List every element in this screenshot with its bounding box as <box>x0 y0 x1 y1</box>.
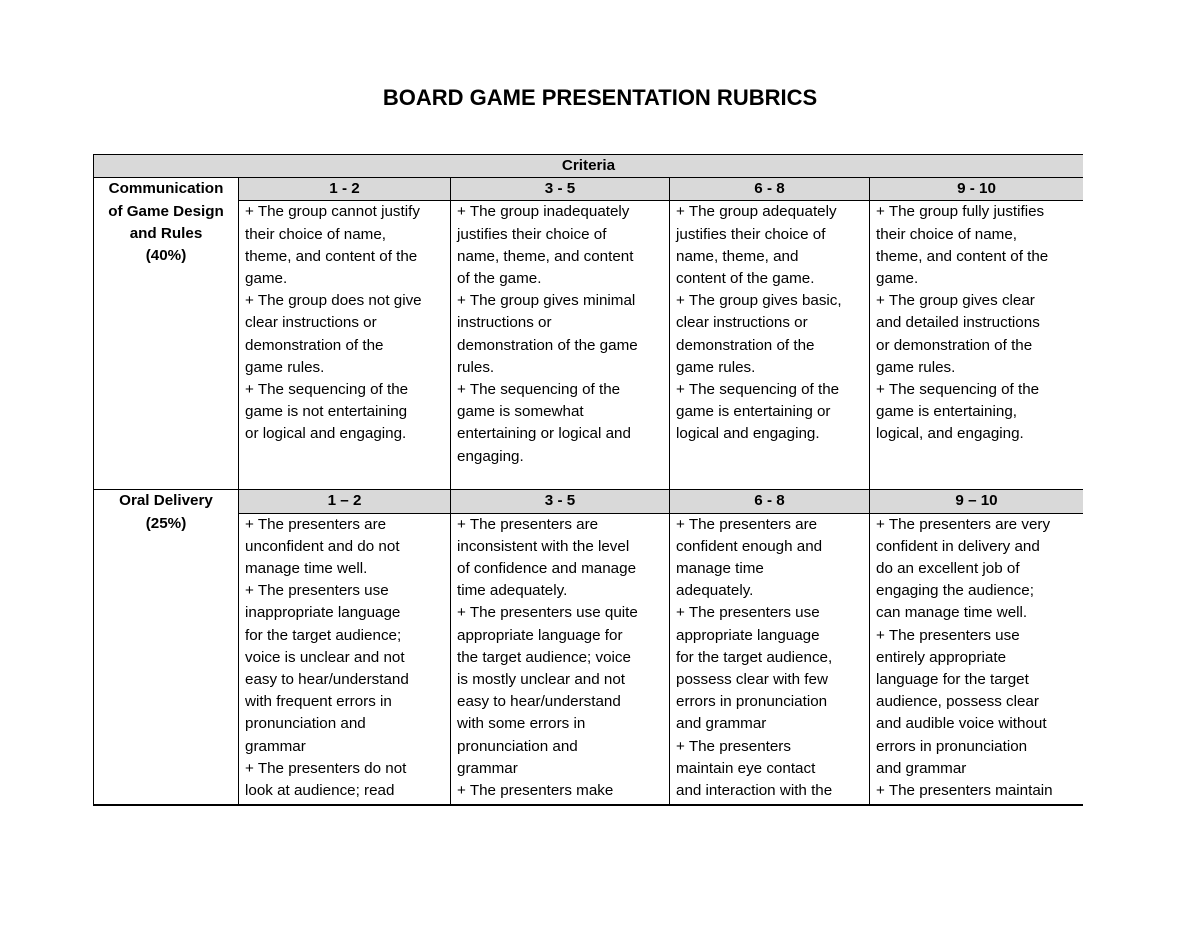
criteria-header-row <box>94 155 1084 178</box>
descriptor-line: game is entertaining or <box>676 403 831 421</box>
descriptor-line: entirely appropriate <box>876 648 1007 666</box>
score-range: 6 - 8 <box>670 178 870 201</box>
descriptor-line: pronunciation and <box>457 737 578 755</box>
descriptor-line: for the target audience, <box>676 648 833 666</box>
descriptor-line: easy to hear/understand <box>245 671 409 689</box>
descriptor-line: justifies their choice of <box>676 225 826 243</box>
descriptor-line: or demonstration of the <box>876 336 1033 354</box>
descriptor-line: + The presenters use <box>245 582 389 600</box>
criterion-line: Communication <box>108 180 224 198</box>
criterion-communication <box>94 178 239 201</box>
descriptor-line: and grammar <box>676 715 767 733</box>
descriptor-line: + The group fully justifies <box>876 203 1045 221</box>
descriptor-line: theme, and content of the <box>245 247 418 265</box>
descriptor-line: look at audience; read <box>245 782 395 800</box>
descriptor-line: confident enough and <box>676 537 823 555</box>
descriptor-line: logical and engaging. <box>676 425 820 443</box>
descriptor-line: content of the game. <box>676 270 815 288</box>
descriptor-cell <box>870 513 1084 806</box>
descriptor-line: + The group inadequately <box>457 203 630 221</box>
score-range-row <box>94 490 1084 513</box>
descriptor-line: voice is unclear and not <box>245 648 405 666</box>
descriptor-cell <box>451 201 670 490</box>
descriptor-line: inconsistent with the level <box>457 537 630 555</box>
descriptor-line: + The group gives minimal <box>457 292 636 310</box>
descriptor-line: errors in pronunciation <box>676 693 828 711</box>
descriptor-cell <box>670 513 870 806</box>
criterion-communication-cont <box>94 201 239 490</box>
descriptor-line: maintain eye contact <box>676 759 816 777</box>
descriptor-line: game rules. <box>676 358 756 376</box>
descriptor-line: inappropriate language <box>245 604 401 622</box>
descriptor-line: is mostly unclear and not <box>457 671 625 689</box>
descriptor-line: + The presenters are <box>457 515 599 533</box>
descriptor-line: time adequately. <box>457 582 568 600</box>
descriptor-line: or logical and engaging. <box>245 425 407 443</box>
descriptor-line: rules. <box>457 358 495 376</box>
descriptor-line: engaging the audience; <box>876 582 1034 600</box>
descriptor-line: and detailed instructions <box>876 314 1040 332</box>
criterion-weight: (40%) <box>145 247 187 265</box>
descriptor-line: name, theme, and <box>676 247 799 265</box>
descriptor-line: + The presenters maintain <box>876 782 1053 800</box>
descriptor-line: game is not entertaining <box>245 403 408 421</box>
descriptor-line: + The presenters make <box>457 782 614 800</box>
descriptor-line: + The presenters use <box>876 626 1020 644</box>
descriptor-line: + The presenters are <box>245 515 387 533</box>
descriptor-line: with frequent errors in <box>245 693 392 711</box>
descriptor-line: can manage time well. <box>876 604 1028 622</box>
criterion-weight: (25%) <box>145 515 187 533</box>
criterion-line: of Game Design <box>108 202 224 220</box>
descriptor-line: + The group cannot justify <box>245 203 420 221</box>
descriptor-line: game is somewhat <box>457 403 584 421</box>
descriptor-line: + The sequencing of the <box>876 381 1040 399</box>
descriptor-line: clear instructions or <box>676 314 808 332</box>
descriptor-line: logical, and engaging. <box>876 425 1024 443</box>
descriptor-line: manage time <box>676 560 764 578</box>
descriptor-line: appropriate language for <box>457 626 623 644</box>
page-title: BOARD GAME PRESENTATION RUBRICS <box>382 85 818 110</box>
descriptor-line: game rules. <box>245 358 325 376</box>
descriptor-line: + The sequencing of the <box>676 381 840 399</box>
descriptor-line: of the game. <box>457 270 542 288</box>
rubric-table <box>93 154 1083 806</box>
descriptor-line: justifies their choice of <box>457 225 607 243</box>
score-range: 1 - 2 <box>239 178 451 201</box>
descriptor-line: + The sequencing of the <box>457 381 621 399</box>
score-range: 3 - 5 <box>451 178 670 201</box>
descriptor-line: grammar <box>457 759 518 777</box>
descriptor-line: demonstration of the <box>245 336 384 354</box>
descriptor-line: and audible voice without <box>876 715 1047 733</box>
descriptor-line: possess clear with few <box>676 671 828 689</box>
descriptor-line: game. <box>245 270 288 288</box>
criteria-header: Criteria <box>94 155 1084 178</box>
score-range: 3 - 5 <box>451 490 670 513</box>
descriptor-row <box>94 201 1084 490</box>
descriptor-line: and grammar <box>876 759 967 777</box>
descriptor-line: errors in pronunciation <box>876 737 1028 755</box>
descriptor-line: name, theme, and content <box>457 247 634 265</box>
descriptor-line: language for the target <box>876 671 1029 689</box>
descriptor-line: game. <box>876 270 919 288</box>
descriptor-line: + The group adequately <box>676 203 837 221</box>
descriptor-cell <box>239 201 451 490</box>
descriptor-line: of confidence and manage <box>457 560 637 578</box>
descriptor-line: adequately. <box>676 582 754 600</box>
descriptor-line: manage time well. <box>245 560 368 578</box>
descriptor-line: pronunciation and <box>245 715 366 733</box>
descriptor-line: engaging. <box>457 447 524 465</box>
descriptor-line: + The presenters do not <box>245 759 407 777</box>
descriptor-line: audience, possess clear <box>876 693 1039 711</box>
descriptor-line: unconfident and do not <box>245 537 400 555</box>
descriptor-line: grammar <box>245 737 306 755</box>
descriptor-line: + The group gives clear <box>876 292 1035 310</box>
score-range-row <box>94 178 1084 201</box>
descriptor-line: + The group gives basic, <box>676 292 842 310</box>
descriptor-row <box>94 513 1084 806</box>
descriptor-line: their choice of name, <box>245 225 386 243</box>
descriptor-line: game is entertaining, <box>876 403 1017 421</box>
descriptor-line: game rules. <box>876 358 956 376</box>
descriptor-line: the target audience; voice <box>457 648 631 666</box>
descriptor-line: demonstration of the game <box>457 336 638 354</box>
criterion-oral-delivery-cont <box>94 513 239 806</box>
descriptor-line: for the target audience; <box>245 626 402 644</box>
descriptor-line: + The presenters <box>676 737 791 755</box>
descriptor-line: their choice of name, <box>876 225 1017 243</box>
score-range: 1 – 2 <box>239 490 451 513</box>
criterion-line: Oral Delivery <box>119 492 213 510</box>
descriptor-line: + The sequencing of the <box>245 381 409 399</box>
descriptor-line: confident in delivery and <box>876 537 1040 555</box>
score-range: 9 – 10 <box>870 490 1084 513</box>
descriptor-line: with some errors in <box>457 715 586 733</box>
descriptor-line: instructions or <box>457 314 552 332</box>
descriptor-line: and interaction with the <box>676 782 833 800</box>
descriptor-line: + The presenters are <box>676 515 818 533</box>
descriptor-line: clear instructions or <box>245 314 377 332</box>
criterion-oral-delivery <box>94 490 239 513</box>
descriptor-cell <box>670 201 870 490</box>
criterion-line: and Rules <box>129 225 203 243</box>
descriptor-line: theme, and content of the <box>876 247 1049 265</box>
descriptor-line: + The presenters are very <box>876 515 1051 533</box>
descriptor-line: + The group does not give <box>245 292 422 310</box>
descriptor-cell <box>451 513 670 806</box>
score-range: 9 - 10 <box>870 178 1084 201</box>
descriptor-line: appropriate language <box>676 626 820 644</box>
descriptor-line: easy to hear/understand <box>457 693 621 711</box>
descriptor-line: do an excellent job of <box>876 560 1020 578</box>
descriptor-cell <box>239 513 451 806</box>
descriptor-cell <box>870 201 1084 490</box>
descriptor-line: demonstration of the <box>676 336 815 354</box>
descriptor-line: + The presenters use <box>676 604 820 622</box>
descriptor-line: + The presenters use quite <box>457 604 638 622</box>
descriptor-line: entertaining or logical and <box>457 425 631 443</box>
score-range: 6 - 8 <box>670 490 870 513</box>
